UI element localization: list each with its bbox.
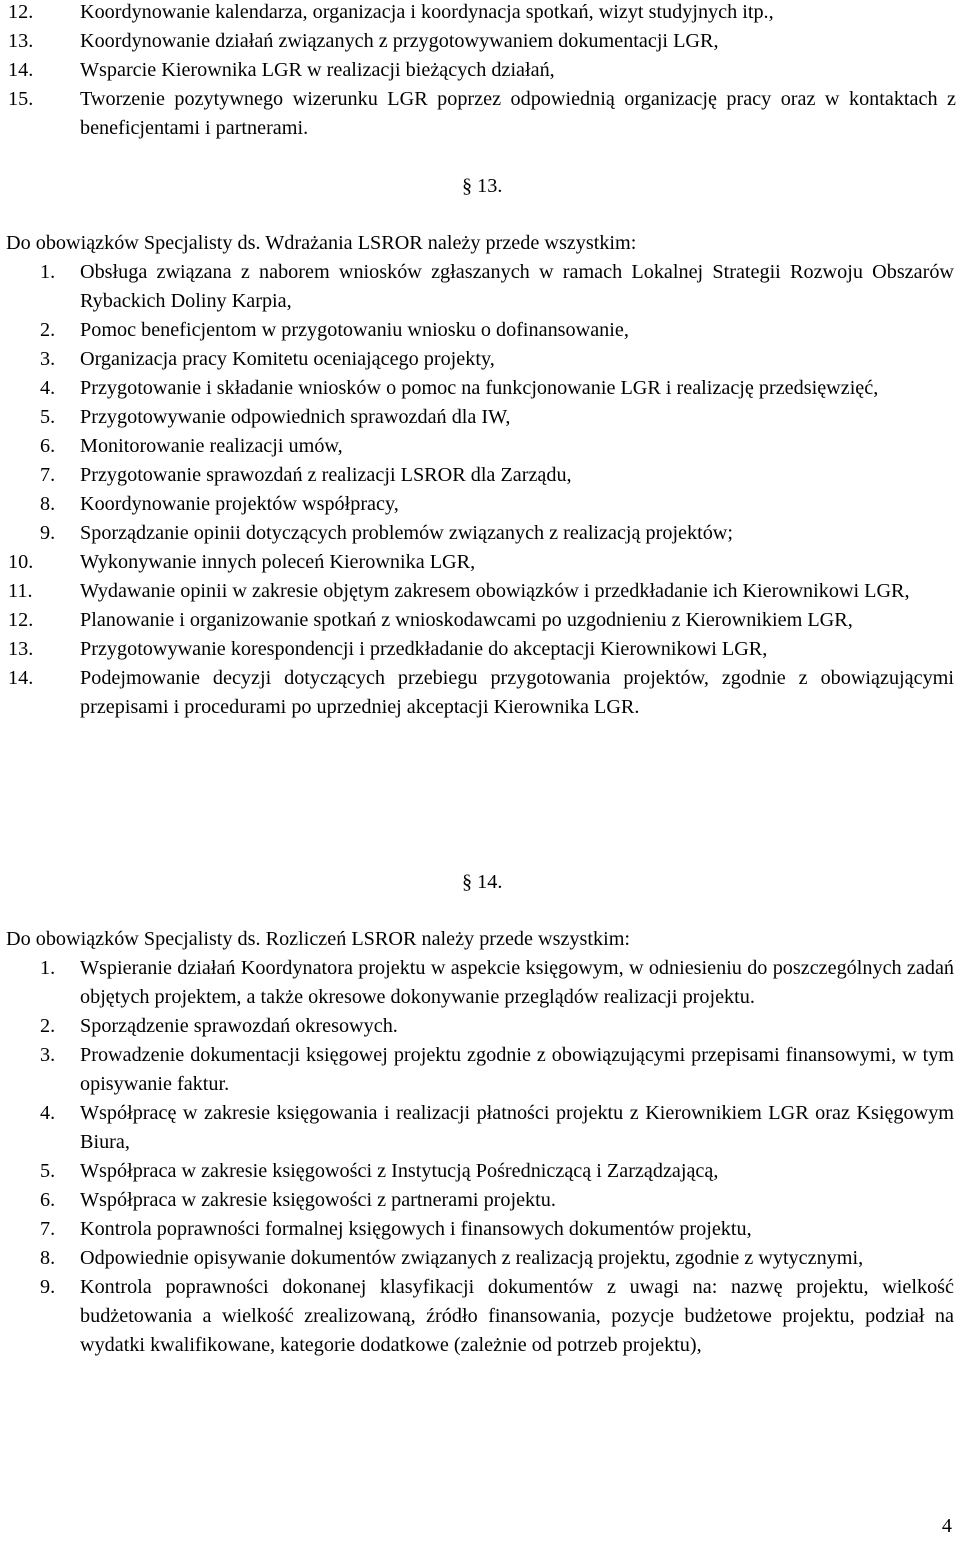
list-item: 4. Współpracę w zakresie księgowania i realizacji płatności projektu z Kierownikiem LGR oraz Księgowym Biura, [40, 1102, 954, 1153]
list-item: 2. Sporządzenie sprawozdań okresowych. [40, 1015, 398, 1037]
list-item: 2. Pomoc beneficjentom w przygotowaniu wniosku o dofinansowanie, [40, 319, 629, 341]
list-item: 12. Planowanie i organizowanie spotkań z wnioskodawcami po uzgodnieniu z Kierownikiem LGR, [8, 609, 853, 631]
section-13-heading: § 13. [462, 175, 503, 197]
list-item: 5. Przygotowywanie odpowiednich sprawozdań dla IW, [40, 406, 511, 428]
section-13-intro: Do obowiązków Specjalisty ds. Wdrażania LSROR należy przede wszystkim: [6, 232, 637, 254]
list-item: 1. Wspieranie działań Koordynatora projektu w aspekcie księgowym, w odniesieniu do poszczególnych zadań objętych projektem, a także okresowe dokonywanie przeglądów realizacji projektu. [40, 957, 954, 1008]
list-item: 14. Wsparcie Kierownika LGR w realizacji bieżących działań, [8, 59, 555, 81]
list-item: 6. Monitorowanie realizacji umów, [40, 435, 343, 457]
list-item: 14. Podejmowanie decyzji dotyczących przebiegu przygotowania projektów, zgodnie z obowiązującymi przepisami i procedurami po uprzedniej akceptacji Kierownika LGR. [8, 667, 954, 718]
section-14-list [0, 954, 960, 1360]
list-item: 13. Przygotowywanie korespondencji i przedkładanie do akceptacji Kierownikowi LGR, [8, 638, 768, 660]
list-item: 6. Współpraca w zakresie księgowości z partnerami projektu. [40, 1189, 556, 1211]
list-item: 5. Współpraca w zakresie księgowości z Instytucją Pośredniczącą i Zarządzającą, [40, 1160, 719, 1182]
list-item: 4. Przygotowanie i składanie wniosków o pomoc na funkcjonowanie LGR i realizację przedsięwzięć, [40, 377, 879, 399]
list-item: 3. Prowadzenie dokumentacji księgowej projektu zgodnie z obowiązującymi przepisami finansowymi, w tym opisywanie faktur. [40, 1044, 954, 1095]
list-item: 12. Koordynowanie kalendarza, organizacja i koordynacja spotkań, wizyt studyjnych itp., [8, 1, 774, 23]
list-item: 13. Koordynowanie działań związanych z przygotowywaniem dokumentacji LGR, [8, 30, 719, 52]
list-item: 9. Sporządzanie opinii dotyczących problemów związanych z realizacją projektów; [40, 522, 733, 544]
section-13-list [0, 258, 960, 722]
list-item: 8. Odpowiednie opisywanie dokumentów związanych z realizacją projektu, zgodnie z wytycznymi, [40, 1247, 864, 1269]
top-list [0, 0, 960, 143]
list-item: 9. Kontrola poprawności dokonanej klasyfikacji dokumentów z uwagi na: nazwę projektu, wielkość budżetowania a wielkość zrealizowaną, źródło finansowania, pozycje budżetowe projektu, podział na wydatki kwalifikowane, kategorie dodatkowe (zależnie od potrzeb projektu), [40, 1276, 954, 1356]
list-item: 11. Wydawanie opinii w zakresie objętym zakresem obowiązków i przedkładanie ich Kierownikowi LGR, [8, 580, 910, 602]
list-item: 7. Kontrola poprawności formalnej księgowych i finansowych dokumentów projektu, [40, 1218, 752, 1240]
list-item: 15. Tworzenie pozytywnego wizerunku LGR poprzez odpowiednią organizację pracy oraz w kontaktach z beneficjentami i partnerami. [8, 88, 956, 139]
section-14-intro: Do obowiązków Specjalisty ds. Rozliczeń LSROR należy przede wszystkim: [6, 928, 630, 950]
section-14-heading: § 14. [462, 871, 503, 893]
list-item: 7. Przygotowanie sprawozdań z realizacji LSROR dla Zarządu, [40, 464, 572, 486]
list-item: 10. Wykonywanie innych poleceń Kierownika LGR, [8, 551, 476, 573]
list-item: 1. Obsługa związana z naborem wniosków zgłaszanych w ramach Lokalnej Strategii Rozwoju Obszarów Rybackich Doliny Karpia, [40, 261, 954, 312]
page-number: 4 [941, 1515, 952, 1537]
list-item: 8. Koordynowanie projektów współpracy, [40, 493, 399, 515]
list-item: 3. Organizacja pracy Komitetu oceniającego projekty, [40, 348, 495, 370]
